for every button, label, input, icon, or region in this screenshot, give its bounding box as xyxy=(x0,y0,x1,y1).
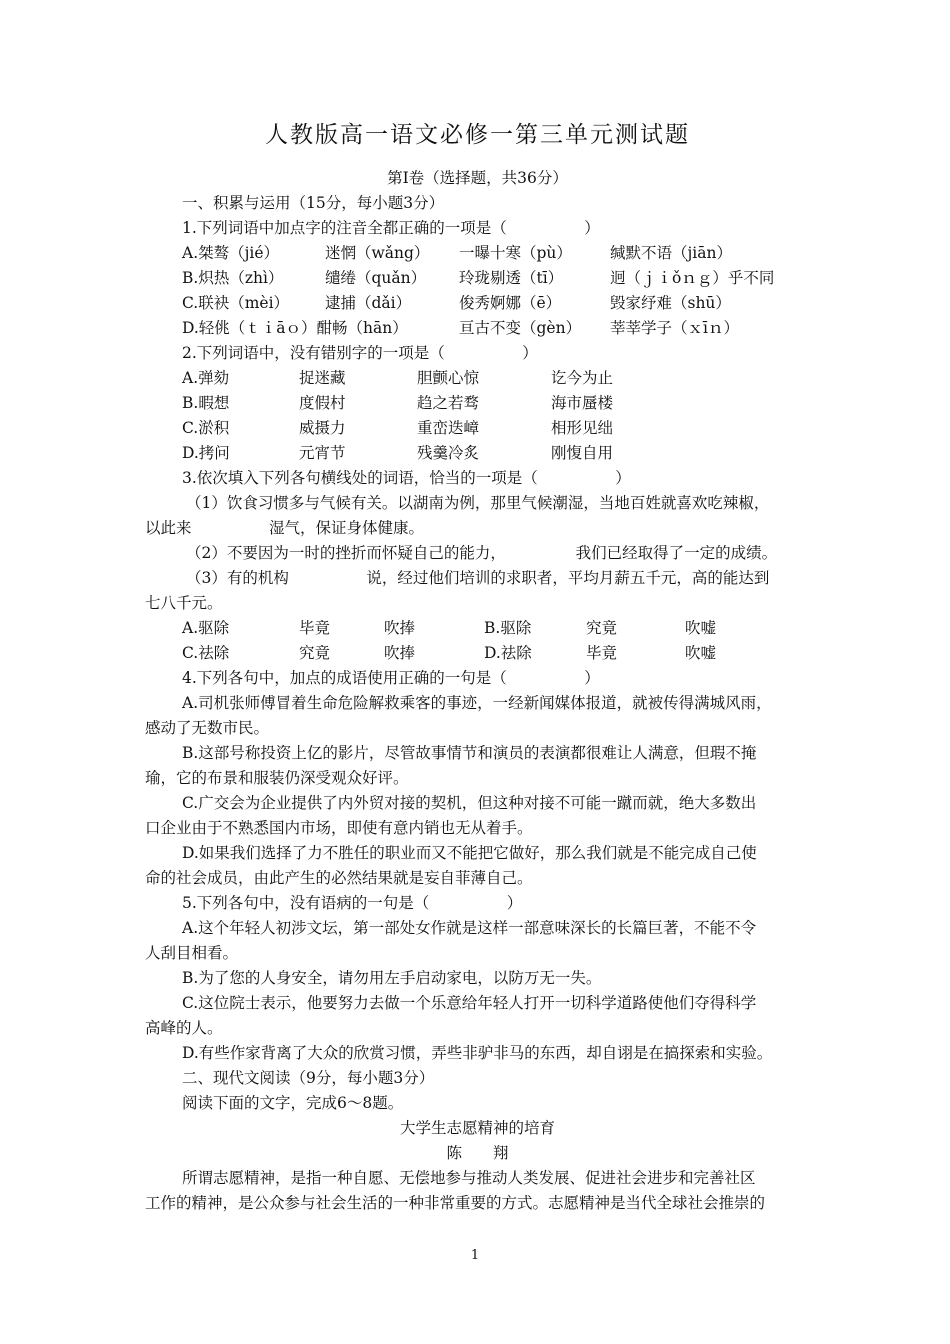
q2-cell: 度假村 xyxy=(299,394,346,412)
q3-cell: 究竟 xyxy=(586,619,618,637)
q3-cell: 吹嘘 xyxy=(685,619,717,637)
q2-cell: 刚愎自用 xyxy=(551,444,614,462)
q1-cell: 一曝十寒（pù） xyxy=(459,244,572,262)
q1-cell: D.轻佻（ｔｉāｏ）酣畅（hān） xyxy=(182,319,408,337)
q3-cell: D.祛除 xyxy=(484,644,532,662)
q5-option-c: C.这位院士表示，他要努力去做一个乐意给年轻人打开一切科学道路使他们夺得科学 xyxy=(182,994,757,1012)
article-title: 大学生志愿精神的培育 xyxy=(399,1119,555,1137)
q4-stem: 4.下列各句中，加点的成语使用正确的一句是（ ） xyxy=(182,669,600,687)
q3-cell: 吹捧 xyxy=(384,644,416,662)
q1-cell: A.桀骜（jié） xyxy=(182,244,280,262)
q3-cell: A.驱除 xyxy=(182,619,230,637)
q3-sentence-3-cont: 七八千元。 xyxy=(145,594,223,612)
volume-heading: 第Ⅰ卷（选择题，共36分） xyxy=(387,169,568,187)
q4-option-d: D.如果我们选择了力不胜任的职业而又不能把它做好，那么我们就是不能完成自己使 xyxy=(182,844,757,862)
q1-stem: 1.下列词语中加点字的注音全都正确的一项是（ ） xyxy=(182,219,600,237)
q1-cell: 迷惘（wǎng） xyxy=(325,244,430,262)
q3-sentence-2: （2）不要因为一时的挫折而怀疑自己的能力， 我们已经取得了一定的成绩。 xyxy=(186,544,778,562)
q2-cell: 重峦迭嶂 xyxy=(417,419,480,437)
q4-option-a: A.司机张师傅冒着生命危险解救乘客的事迹，一经新闻媒体报道，就被传得满城风雨， xyxy=(182,694,772,712)
q5-stem: 5.下列各句中，没有语病的一句是（ ） xyxy=(182,894,523,912)
q3-sentence-1-cont: 以此来 湿气，保证身体健康。 xyxy=(145,519,425,537)
q1-cell: B.炽热（zhì） xyxy=(182,269,284,287)
q2-stem: 2.下列词语中，没有错别字的一项是（ ） xyxy=(182,344,538,362)
q5-option-a-cont: 人刮目相看。 xyxy=(145,944,239,962)
article-paragraph: 所谓志愿精神，是指一种自愿、无偿地参与推动人类发展、促进社会进步和完善社区 xyxy=(182,1169,756,1187)
q2-cell: 元宵节 xyxy=(299,444,346,462)
page-title: 人教版高一语文必修一第三单元测试题 xyxy=(265,122,690,148)
part2-instruction: 阅读下面的文字，完成6～8题。 xyxy=(182,1094,404,1112)
q4-option-d-cont: 命的社会成员，由此产生的必然结果就是妄自菲薄自己。 xyxy=(145,869,533,887)
q4-option-b-cont: 瑜，它的布景和服装仍深受观众好评。 xyxy=(145,769,409,787)
q4-option-c: C.广交会为企业提供了内外贸对接的契机，但这种对接不可能一蹴而就，绝大多数出 xyxy=(182,794,757,812)
q4-option-c-cont: 口企业由于不熟悉国内市场，即使有意内销也无从着手。 xyxy=(145,819,533,837)
q2-cell: 相形见绌 xyxy=(551,419,614,437)
q3-cell: C.祛除 xyxy=(182,644,230,662)
q2-cell: 捉迷藏 xyxy=(299,369,346,387)
part2-heading: 二、现代文阅读（9分，每小题3分） xyxy=(182,1069,435,1087)
q1-cell: 莘莘学子（ｘīｎ） xyxy=(610,319,739,337)
q2-cell: A.弹劾 xyxy=(182,369,230,387)
q1-cell: 迥（ｊｉǒｎｇ）乎不同 xyxy=(610,269,775,287)
q2-cell: C.淤积 xyxy=(182,419,230,437)
q3-cell: 吹嘘 xyxy=(685,644,717,662)
q3-sentence-1: （1）饮食习惯多与气候有关。以湖南为例，那里气候潮湿，当地百姓就喜欢吃辣椒， xyxy=(186,494,770,512)
q3-cell: 究竟 xyxy=(299,644,331,662)
article-author: 陈 翔 xyxy=(446,1144,509,1162)
q1-cell: 缱绻（quǎn） xyxy=(325,269,427,287)
q5-option-c-cont: 高峰的人。 xyxy=(145,1019,223,1037)
q2-cell: 海市蜃楼 xyxy=(551,394,614,412)
q2-cell: 威摄力 xyxy=(299,419,346,437)
q2-cell: B.暇想 xyxy=(182,394,230,412)
q1-cell: 亘古不变（gèn） xyxy=(459,319,582,337)
q5-option-b: B.为了您的人身安全，请勿用左手启动家电，以防万无一失。 xyxy=(182,969,602,987)
q2-cell: 残羹冷炙 xyxy=(417,444,480,462)
q3-cell: 毕竟 xyxy=(586,644,618,662)
q2-cell: 讫今为止 xyxy=(551,369,614,387)
q1-cell: 毁家纾难（shū） xyxy=(610,294,731,312)
q3-stem: 3.依次填入下列各句横线处的词语，恰当的一项是（ ） xyxy=(182,469,631,487)
q1-cell: 玲珑剔透（tī） xyxy=(459,269,564,287)
q2-cell: 胆颤心惊 xyxy=(417,369,480,387)
q3-cell: B.驱除 xyxy=(484,619,532,637)
q4-option-b: B.这部号称投资上亿的影片，尽管故事情节和演员的表演都很难让人满意，但瑕不掩 xyxy=(182,744,757,762)
q3-sentence-3: （3）有的机构 说，经过他们培训的求职者，平均月薪五千元，高的能达到 xyxy=(186,569,770,587)
article-paragraph-cont: 工作的精神，是公众参与社会生活的一种非常重要的方式。志愿精神是当代全球社会推崇的 xyxy=(145,1194,766,1212)
q1-cell: 俊秀婀娜（ē） xyxy=(459,294,562,312)
page-number: 1 xyxy=(470,1248,480,1263)
part1-heading: 一、积累与运用（15分，每小题3分） xyxy=(182,194,445,212)
q3-cell: 吹捧 xyxy=(384,619,416,637)
q1-cell: 缄默不语（jiān） xyxy=(610,244,732,262)
q5-option-d: D.有些作家背离了大众的欣赏习惯，弄些非驴非马的东西，却自诩是在搞探索和实验。 xyxy=(182,1044,773,1062)
q4-option-a-cont: 感动了无数市民。 xyxy=(145,719,270,737)
q3-cell: 毕竟 xyxy=(299,619,331,637)
q2-cell: 趋之若骛 xyxy=(417,394,480,412)
q1-cell: 逮捕（dǎi） xyxy=(325,294,412,312)
q2-cell: D.拷问 xyxy=(182,444,230,462)
q1-cell: C.联袂（mèi） xyxy=(182,294,290,312)
q5-option-a: A.这个年轻人初涉文坛，第一部处女作就是这样一部意味深长的长篇巨著，不能不令 xyxy=(182,919,757,937)
